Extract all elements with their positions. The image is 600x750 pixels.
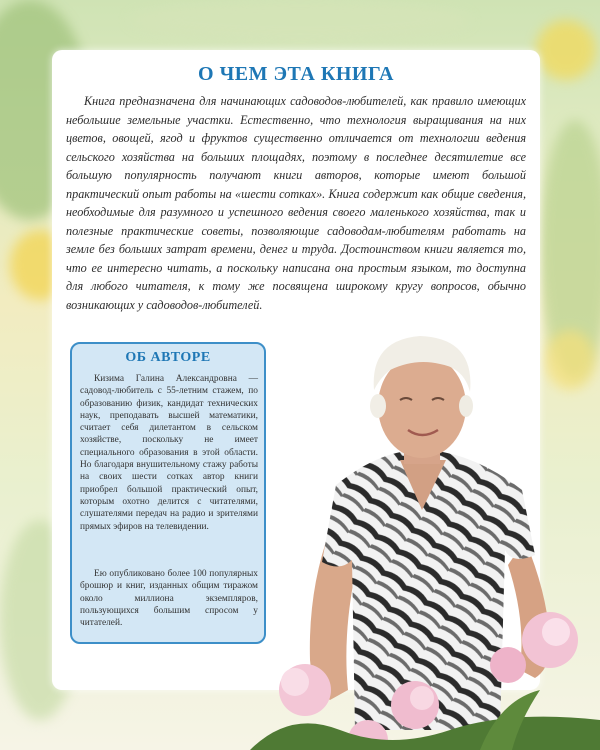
face [378, 354, 466, 458]
background-foliage [130, 0, 470, 40]
author-photo [250, 310, 600, 750]
author-publications: Ею опубликовано более 100 популярных брошюр и книг, изданных общим тиражом около миллиона экземпляров, пользующихся большим спросом у читателей. [80, 569, 258, 629]
author-bio: Кизима Галина Александровна — садовод-любитель с 55-летним стажем, по образованию физик, кандидат технических наук, преподавать высшей математики, считает себя дилетантом в сельском хозяйстве, поскольку не имеет специального образования в этой области. Но благодаря внушительному стажу работы на своих шести сотках автор книги приобрел большой практический опыт, которым охотно делится с читателями, слушателями передач на радио и зрителями прямых эфиров на телевидении. [80, 374, 258, 532]
background-flower [536, 20, 596, 80]
page-title: О ЧЕМ ЭТА КНИГА [198, 63, 394, 85]
intro-paragraph: Книга предназначена для начинающих садоводов-любителей, как правило имеющих небольшие земельные участки. Естественно, что технология выращивания на них цветов, овощей, ягод и фруктов существенно отличается от технологии ведения сельского хозяйства на больших площадях, поэтому в последнее десятилетие все большую популярность получают книги авторов, которые имеют большой практический опыт работы на «шести сотках». Книга содержит как общие сведения, необходимые для разумного и успешного ведения своего маленького хозяйства, так и полезные практические советы, позволяющие садоводам-любителям работать на земле без больших затрат времени, денег и труда. Достоинством книги является то, что ее интересно читать, а поскольку написана она простым языком, то доступна для любого читателя, к тому же посвящена широкому кругу вопросов, обычно возникающих у садоводов-любителей. [66, 94, 526, 312]
author-heading: ОБ АВТОРЕ [125, 350, 211, 365]
